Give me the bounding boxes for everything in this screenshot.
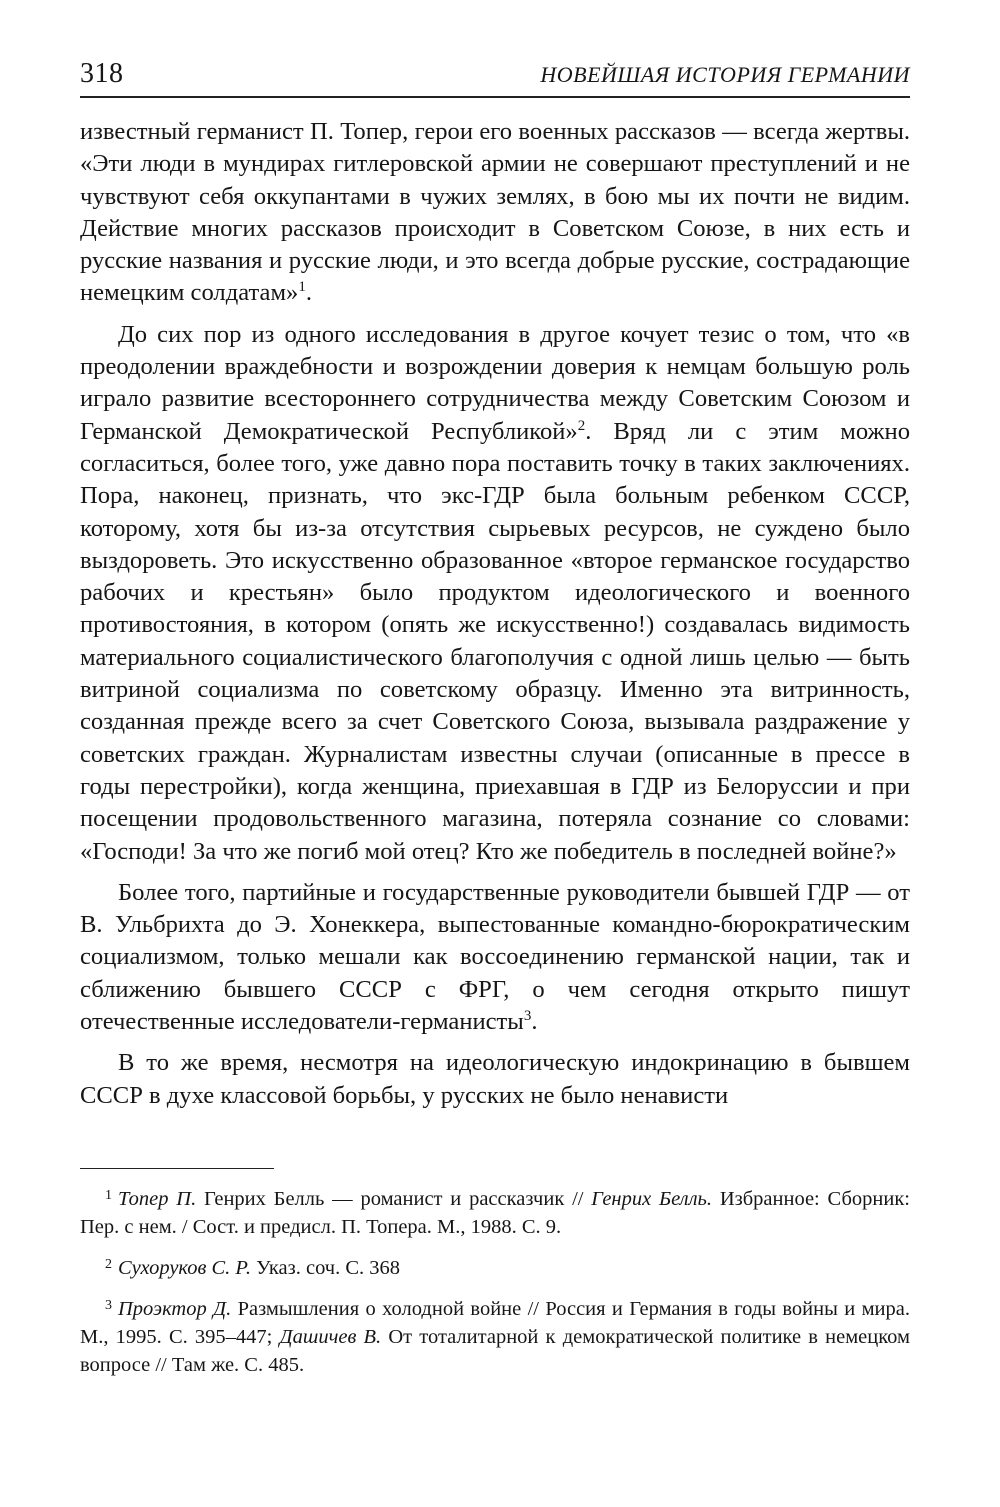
footnote: [80, 1292, 910, 1379]
paragraph-text: До сих пор из одного исследования в другое кочует тезис о том, что «в преодолении враждебности и возрождении доверия к немцам большую роль играло развитие всестороннего сотрудничества между Советским Союзом и Германской Демократической Республикой»: [80, 320, 910, 445]
paragraph-text: Более того, партийные и государственные руководители бывшей ГДР — от В. Ульбрихта до Э. Хонеккера, выпестованные командно-бюрократическим социализмом, только мешали как воссоединению германской нации, так и сближению бывшего СССР с ФРГ, о чем сегодня открыто пишут отечественные исследователи-германисты: [80, 878, 910, 1036]
footnote: [80, 1251, 910, 1282]
footnote-mark: 3: [105, 1298, 112, 1313]
running-head: [80, 54, 910, 98]
punctuation: .: [305, 279, 312, 307]
punctuation: .: [531, 1008, 538, 1036]
paragraph-text: известный германист П. Топер, герои его военных рассказов — всегда жертвы. «Эти люди в мундирах гитлеровской армии не совершают преступлений и не чувствуют себя оккупантами в чужих землях, в бою мы их почти не видим. Действие многих рассказов происходит в Советском Союзе, в них есть и русские названия и русские люди, и это всегда добрые русские, сострадающие немецким солдатам»: [80, 118, 910, 307]
footnote-author: Сухоруков С. Р.: [118, 1257, 252, 1279]
footnote-author: Проэктор Д.: [118, 1298, 232, 1320]
paragraph: [80, 1047, 910, 1112]
footnote-reference: 3: [523, 1007, 532, 1024]
paragraph: [80, 116, 910, 310]
paragraph: [80, 319, 910, 868]
footnote-mark: 2: [105, 1257, 112, 1272]
page-number: 318: [80, 58, 124, 89]
footnote-text: Генрих Белль — романист и рассказчик //: [196, 1188, 592, 1210]
paragraph-text: В то же время, несмотря на идеологическую индокринацию в бывшем СССР в духе классовой борьбы, у русских не было ненависти: [80, 1049, 910, 1109]
footnote-italic: Дашичев В.: [279, 1326, 382, 1348]
footnote-reference: 2: [577, 417, 586, 434]
footnotes: [80, 1182, 910, 1389]
footnote: [80, 1182, 910, 1241]
footnote-mark: 1: [105, 1188, 112, 1203]
footnote-reference: 1: [298, 279, 306, 296]
footnote-text: Избранное: Сборник: Пер. с нем. / Сост. и предисл. П. Топера. М., 1988. С. 9.: [80, 1188, 910, 1238]
paragraph-text: . Вряд ли с этим можно согласиться, более того, уже давно пора поставить точку в таких заключениях. Пора, наконец, признать, что экс-ГДР была больным ребенком СССР, которому, хотя бы из-за отсутствия сырьевых ресурсов, не суждено было выздороветь. Это искусственно образованное «второе германское государство рабочих и крестьян» было продуктом идеологического и военного противостояния, в котором (опять же искусственно!) создавалась видимость материального социалистического благополучия с одной лишь целью — быть витриной социализма по советскому образцу. Именно эта витринность, созданная прежде всего за счет Советского Союза, вызывала раздражение у советских граждан. Журналистам известны случаи (описанные в прессе в годы перестройки), когда женщина, приехавшая в ГДР из Белоруссии и при посещении продовольственного магазина, потеряла сознание со словами: «Господи! За что же погиб мой отец? Кто же победитель в последней войне?»: [80, 417, 910, 865]
main-text: [80, 116, 910, 1121]
footnote-text: От тоталитарной к демократической политике в немецком вопросе // Там же. С. 485.: [80, 1326, 910, 1376]
footnote-text: Указ. соч. С. 368: [251, 1257, 401, 1279]
running-title: НОВЕЙШАЯ ИСТОРИЯ ГЕРМАНИИ: [540, 62, 910, 87]
footnote-text: Размышления о холодной войне // Россия и Германия в годы войны и мира. М., 1995. С. 395–447;: [80, 1298, 910, 1348]
footnote-divider: [80, 1168, 274, 1169]
footnote-author: Топер П.: [118, 1188, 197, 1210]
paragraph: [80, 877, 910, 1038]
footnote-italic: Генрих Белль.: [591, 1188, 713, 1210]
